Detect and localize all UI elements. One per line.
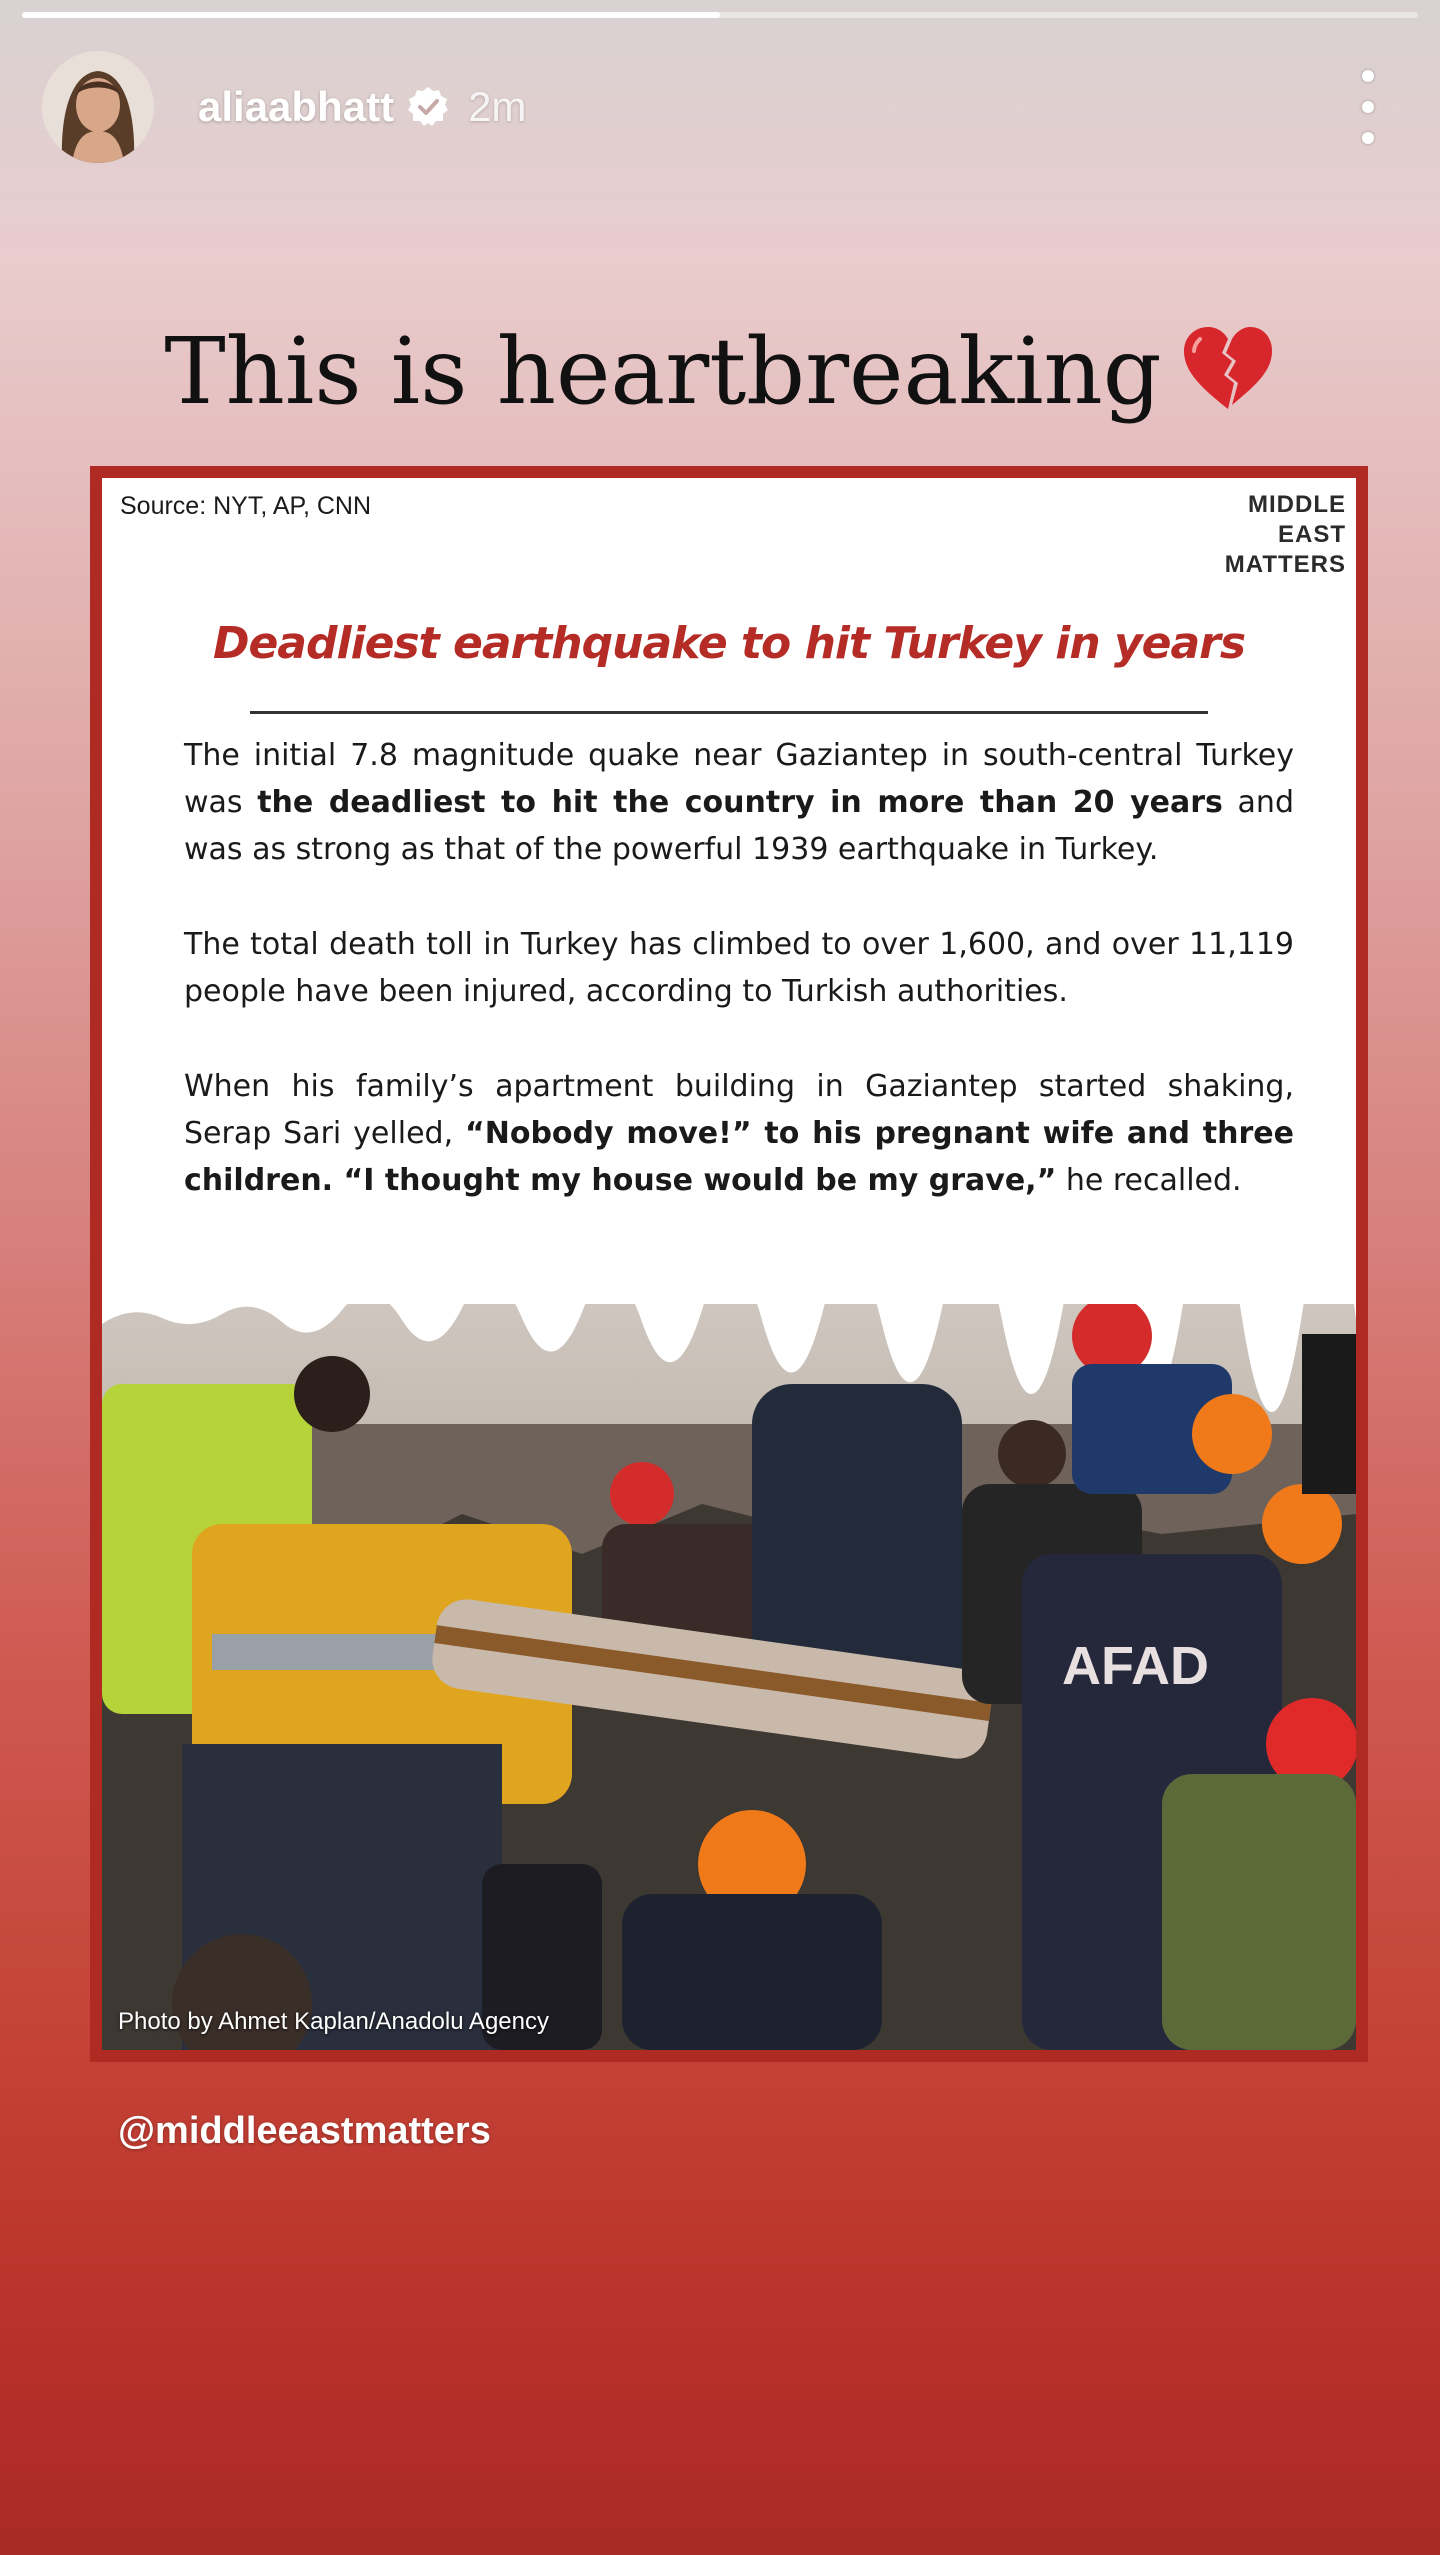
paragraph-text: When his family’s apartment building in Gaziantep started shaking, Serap Sari yelled, bbox=[184, 1069, 1294, 1151]
post-body bbox=[184, 732, 1294, 1252]
post-paragraph bbox=[184, 732, 1294, 873]
paragraph-text: he recalled. bbox=[1056, 1163, 1242, 1198]
story-caption bbox=[0, 318, 1440, 425]
post-headline: Deadliest earthquake to hit Turkey in years bbox=[212, 618, 1246, 669]
verified-badge-icon bbox=[406, 85, 450, 129]
divider bbox=[250, 711, 1208, 714]
post-source: Source: NYT, AP, CNN bbox=[120, 492, 372, 520]
mention-sticker[interactable]: @middleeastmatters bbox=[118, 2110, 491, 2152]
shared-post-content bbox=[102, 478, 1356, 2050]
broken-heart-icon bbox=[1180, 321, 1276, 417]
caption-text: This is heartbreaking bbox=[164, 318, 1162, 425]
avatar[interactable] bbox=[42, 51, 154, 163]
paragraph-text: The total death toll in Turkey has climbed to over 1,600, and over 11,119 people have been injured, according to Turkish authorities. bbox=[184, 927, 1294, 1009]
brand-line: MATTERS bbox=[1224, 551, 1346, 578]
shared-post-card[interactable] bbox=[90, 466, 1368, 2062]
rescue-photo bbox=[102, 1304, 1356, 2050]
story-progress-fill bbox=[22, 12, 720, 18]
username[interactable]: aliaabhatt bbox=[198, 83, 395, 130]
more-options-icon[interactable] bbox=[1354, 70, 1382, 144]
story-progress-bar bbox=[22, 12, 1418, 18]
paragraph-text: and was as strong as that of the powerful 1939 earthquake in Turkey. bbox=[184, 785, 1294, 867]
story-header bbox=[42, 50, 1400, 164]
brand-logo bbox=[1225, 490, 1346, 580]
brand-line: EAST bbox=[1277, 521, 1346, 548]
brand-line: MIDDLE bbox=[1248, 491, 1346, 518]
paragraph-text: The initial 7.8 magnitude quake near Gaziantep in south-central Turkey was bbox=[184, 738, 1294, 820]
post-paragraph bbox=[184, 921, 1294, 1015]
vest-text: AFAD bbox=[1062, 1636, 1209, 1696]
photo-credit: Photo by Ahmet Kaplan/Anadolu Agency bbox=[118, 2008, 549, 2035]
timestamp: 2m bbox=[468, 83, 527, 130]
post-paragraph bbox=[184, 1063, 1294, 1204]
paragraph-bold: “Nobody move!” to his pregnant wife and three children. “I thought my house would be my grave,” bbox=[184, 1116, 1294, 1198]
paragraph-bold: the deadliest to hit the country in more than 20 years bbox=[257, 785, 1223, 820]
